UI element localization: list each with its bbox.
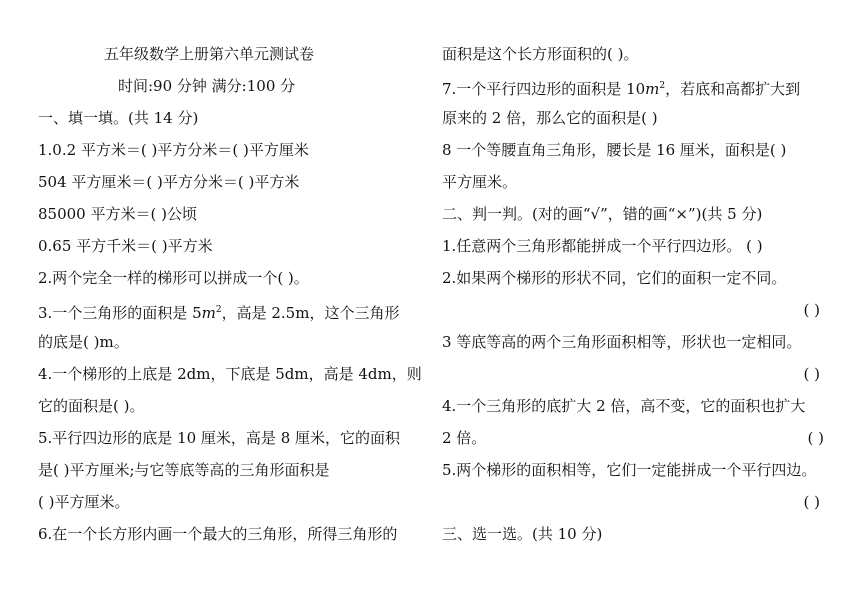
judge-4-line2: 2 倍。 bbox=[442, 429, 487, 447]
question-5-line2: 是( )平方厘米;与它等底等高的三角形面积是 bbox=[38, 461, 330, 479]
question-4-line2: 它的面积是( )。 bbox=[38, 397, 145, 415]
question-7-line1 bbox=[442, 76, 800, 99]
judge-2-answer: ( ) bbox=[803, 301, 820, 319]
question-8-line2: 平方厘米。 bbox=[442, 173, 518, 191]
question-5-line3: ( )平方厘米。 bbox=[38, 493, 130, 511]
question-2: 2.两个完全一样的梯形可以拼成一个( )。 bbox=[38, 269, 309, 287]
question-3-line2: 的底是( )m。 bbox=[38, 333, 129, 351]
question-3-text-b: ，高是 2.5m，这个三角形 bbox=[221, 304, 400, 322]
question-7-text-b: ，若底和高都扩大到 bbox=[665, 80, 801, 98]
judge-5-answer: ( ) bbox=[803, 493, 820, 511]
section-1-title: 一、填一填。(共 14 分) bbox=[38, 109, 199, 127]
judge-4-line1: 4.一个三角形的底扩大 2 倍，高不变，它的面积也扩大 bbox=[442, 397, 806, 415]
question-1a: 1.0.2 平方米＝( )平方分米＝( )平方厘米 bbox=[38, 141, 309, 159]
judge-1: 1.任意两个三角形都能拼成一个平行四边形。 ( ) bbox=[442, 237, 763, 255]
unit-square-meter: m bbox=[201, 304, 216, 322]
question-8-line1: 8 一个等腰直角三角形，腰长是 16 厘米，面积是( ) bbox=[442, 141, 787, 159]
question-1b: 504 平方厘米＝( )平方分米＝( )平方米 bbox=[38, 173, 300, 191]
judge-3-answer: ( ) bbox=[803, 365, 820, 383]
question-7-line2: 原来的 2 倍，那么它的面积是( ) bbox=[442, 109, 658, 127]
question-5-line1: 5.平行四边形的底是 10 厘米，高是 8 厘米，它的面积 bbox=[38, 429, 401, 447]
section-3-title: 三、选一选。(共 10 分) bbox=[442, 525, 603, 543]
unit-exponent: 2 bbox=[215, 305, 222, 315]
judge-3: 3 等底等高的两个三角形面积相等，形状也一定相同。 bbox=[442, 333, 802, 351]
question-7-text-a: 7.一个平行四边形的面积是 10 bbox=[442, 80, 646, 98]
question-6-line2: 面积是这个长方形面积的( )。 bbox=[442, 45, 639, 63]
exam-title: 五年级数学上册第六单元测试卷 bbox=[104, 45, 315, 63]
question-4-line1: 4.一个梯形的上底是 2dm，下底是 5dm，高是 4dm，则 bbox=[38, 365, 422, 383]
section-2-title: 二、判一判。(对的画“√”，错的画“×”)(共 5 分) bbox=[442, 205, 763, 223]
question-3-line1 bbox=[38, 300, 399, 323]
question-1c: 85000 平方米＝( )公顷 bbox=[38, 205, 197, 223]
unit-exponent-2: 2 bbox=[659, 81, 666, 91]
question-6-line1: 6.在一个长方形内画一个最大的三角形，所得三角形的 bbox=[38, 525, 398, 543]
exam-meta: 时间:90 分钟 满分:100 分 bbox=[118, 77, 296, 95]
unit-square-meter-2: m bbox=[645, 80, 660, 98]
question-3-text-a: 3.一个三角形的面积是 5 bbox=[38, 304, 202, 322]
question-1d: 0.65 平方千米＝( )平方米 bbox=[38, 237, 213, 255]
judge-4-answer: ( ) bbox=[807, 429, 824, 447]
judge-2: 2.如果两个梯形的形状不同，它们的面积一定不同。 bbox=[442, 269, 787, 287]
judge-5: 5.两个梯形的面积相等，它们一定能拼成一个平行四边。 bbox=[442, 461, 817, 479]
